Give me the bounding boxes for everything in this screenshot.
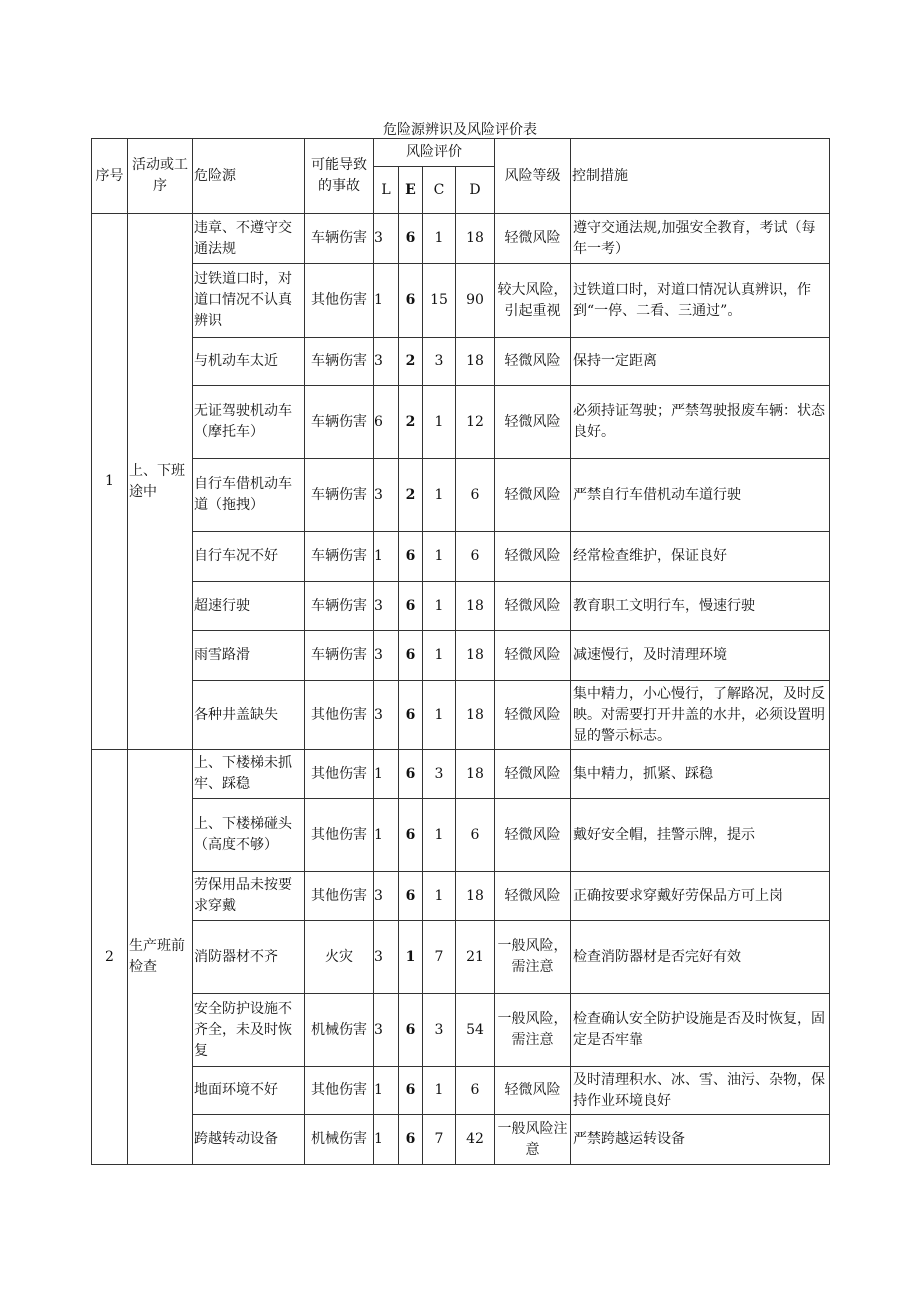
e-value-cell: 2 [399, 459, 423, 532]
c-value-cell: 1 [423, 214, 456, 264]
d-value-cell: 12 [456, 386, 495, 459]
hazard-cell: 自行车借机动车道（拖拽） [193, 459, 305, 532]
table-row [92, 994, 830, 1067]
hazard-cell: 上、下楼梯未抓牢、踩稳 [193, 750, 305, 799]
c-value-cell: 1 [423, 681, 456, 750]
header-accident: 可能导致的事故 [305, 139, 374, 214]
control-measures-cell: 集中精力，小心慢行，了解路况，及时反映。对需要打开井盖的水井，必须设置明显的警示标志。 [571, 681, 830, 750]
l-value-cell: 1 [374, 750, 399, 799]
d-value-cell: 18 [456, 750, 495, 799]
accident-cell: 车辆伤害 [305, 338, 374, 386]
hazard-cell: 与机动车太近 [193, 338, 305, 386]
d-value-cell: 18 [456, 582, 495, 631]
risk-level-cell: 轻微风险 [495, 386, 571, 459]
l-value-cell: 3 [374, 631, 399, 681]
header-row-1 [92, 139, 830, 167]
table-row [92, 582, 830, 631]
hazard-cell: 消防器材不齐 [193, 921, 305, 994]
e-value-cell: 6 [399, 872, 423, 921]
hazard-cell: 超速行驶 [193, 582, 305, 631]
e-value-cell: 2 [399, 338, 423, 386]
table-row [92, 872, 830, 921]
l-value-cell: 3 [374, 921, 399, 994]
control-measures-cell: 戴好安全帽，挂警示牌，提示 [571, 799, 830, 872]
l-value-cell: 1 [374, 532, 399, 582]
d-value-cell: 18 [456, 631, 495, 681]
accident-cell: 其他伤害 [305, 872, 374, 921]
risk-level-cell: 一般风险注意 [495, 1115, 571, 1165]
e-value-cell: 6 [399, 264, 423, 338]
risk-level-cell: 轻微风险 [495, 681, 571, 750]
c-value-cell: 1 [423, 1067, 456, 1115]
control-measures-cell: 严禁跨越运转设备 [571, 1115, 830, 1165]
table-title: 危险源辨识及风险评价表 [383, 122, 537, 138]
d-value-cell: 18 [456, 681, 495, 750]
hazard-cell: 违章、不遵守交通法规 [193, 214, 305, 264]
header-hazard: 危险源 [193, 139, 305, 214]
risk-level-cell: 轻微风险 [495, 631, 571, 681]
group-number: 2 [92, 750, 128, 1165]
e-value-cell: 6 [399, 799, 423, 872]
l-value-cell: 1 [374, 1067, 399, 1115]
hazard-cell: 雨雪路滑 [193, 631, 305, 681]
accident-cell: 车辆伤害 [305, 214, 374, 264]
control-measures-cell: 检查确认安全防护设施是否及时恢复，固定是否牢靠 [571, 994, 830, 1067]
accident-cell: 机械伤害 [305, 1115, 374, 1165]
header-E: E [399, 167, 423, 214]
e-value-cell: 6 [399, 582, 423, 631]
table-row [92, 1067, 830, 1115]
e-value-cell: 6 [399, 532, 423, 582]
e-value-cell: 1 [399, 921, 423, 994]
risk-level-cell: 轻微风险 [495, 582, 571, 631]
table-row [92, 681, 830, 750]
accident-cell: 车辆伤害 [305, 631, 374, 681]
l-value-cell: 1 [374, 264, 399, 338]
c-value-cell: 1 [423, 386, 456, 459]
e-value-cell: 6 [399, 1067, 423, 1115]
control-measures-cell: 遵守交通法规,加强安全教育，考试（每年一考） [571, 214, 830, 264]
control-measures-cell: 及时清理积水、冰、雪、油污、杂物，保持作业环境良好 [571, 1067, 830, 1115]
control-measures-cell: 过铁道口时，对道口情况认真辨识，作到“一停、二看、三通过”。 [571, 264, 830, 338]
d-value-cell: 18 [456, 338, 495, 386]
control-measures-cell: 经常检查维护，保证良好 [571, 532, 830, 582]
c-value-cell: 3 [423, 338, 456, 386]
risk-assessment-table [91, 138, 830, 1165]
accident-cell: 其他伤害 [305, 681, 374, 750]
l-value-cell: 3 [374, 338, 399, 386]
hazard-cell: 地面环境不好 [193, 1067, 305, 1115]
header-risk-eval: 风险评价 [374, 139, 495, 167]
group-activity: 生产班前检查 [128, 750, 193, 1165]
header-activity: 活动或工序 [128, 139, 193, 214]
risk-level-cell: 轻微风险 [495, 1067, 571, 1115]
hazard-cell: 无证驾驶机动车（摩托车） [193, 386, 305, 459]
c-value-cell: 1 [423, 532, 456, 582]
e-value-cell: 6 [399, 214, 423, 264]
e-value-cell: 2 [399, 386, 423, 459]
risk-level-cell: 轻微风险 [495, 459, 571, 532]
d-value-cell: 6 [456, 532, 495, 582]
risk-level-cell: 一般风险，需注意 [495, 994, 571, 1067]
d-value-cell: 6 [456, 459, 495, 532]
control-measures-cell: 检查消防器材是否完好有效 [571, 921, 830, 994]
d-value-cell: 21 [456, 921, 495, 994]
header-D: D [456, 167, 495, 214]
accident-cell: 其他伤害 [305, 1067, 374, 1115]
e-value-cell: 6 [399, 681, 423, 750]
hazard-cell: 上、下楼梯碰头（高度不够） [193, 799, 305, 872]
table-row [92, 459, 830, 532]
l-value-cell: 3 [374, 459, 399, 532]
hazard-cell: 安全防护设施不齐全，未及时恢复 [193, 994, 305, 1067]
accident-cell: 火灾 [305, 921, 374, 994]
c-value-cell: 3 [423, 994, 456, 1067]
header-L: L [374, 167, 399, 214]
c-value-cell: 1 [423, 459, 456, 532]
e-value-cell: 6 [399, 631, 423, 681]
d-value-cell: 18 [456, 872, 495, 921]
c-value-cell: 7 [423, 921, 456, 994]
header-level: 风险等级 [495, 139, 571, 214]
d-value-cell: 54 [456, 994, 495, 1067]
control-measures-cell: 保持一定距离 [571, 338, 830, 386]
l-value-cell: 1 [374, 1115, 399, 1165]
d-value-cell: 18 [456, 214, 495, 264]
header-measures: 控制措施 [571, 139, 830, 214]
d-value-cell: 6 [456, 1067, 495, 1115]
table-row [92, 799, 830, 872]
l-value-cell: 6 [374, 386, 399, 459]
table-row [92, 214, 830, 264]
accident-cell: 其他伤害 [305, 799, 374, 872]
l-value-cell: 1 [374, 799, 399, 872]
header-no: 序号 [92, 139, 128, 214]
risk-level-cell: 轻微风险 [495, 214, 571, 264]
risk-level-cell: 轻微风险 [495, 750, 571, 799]
l-value-cell: 3 [374, 994, 399, 1067]
accident-cell: 机械伤害 [305, 994, 374, 1067]
group-number: 1 [92, 214, 128, 750]
accident-cell: 车辆伤害 [305, 459, 374, 532]
risk-level-cell: 一般风险，需注意 [495, 921, 571, 994]
risk-level-cell: 轻微风险 [495, 799, 571, 872]
c-value-cell: 1 [423, 872, 456, 921]
c-value-cell: 1 [423, 799, 456, 872]
control-measures-cell: 严禁自行车借机动车道行驶 [571, 459, 830, 532]
table-row [92, 750, 830, 799]
l-value-cell: 3 [374, 872, 399, 921]
e-value-cell: 6 [399, 750, 423, 799]
header-C: C [423, 167, 456, 214]
table-row [92, 338, 830, 386]
c-value-cell: 3 [423, 750, 456, 799]
table-row [92, 386, 830, 459]
l-value-cell: 3 [374, 681, 399, 750]
table-row [92, 532, 830, 582]
control-measures-cell: 正确按要求穿戴好劳保品方可上岗 [571, 872, 830, 921]
hazard-cell: 跨越转动设备 [193, 1115, 305, 1165]
table-row [92, 1115, 830, 1165]
risk-level-cell: 轻微风险 [495, 532, 571, 582]
accident-cell: 车辆伤害 [305, 386, 374, 459]
hazard-cell: 过铁道口时，对道口情况不认真辨识 [193, 264, 305, 338]
control-measures-cell: 教育职工文明行车，慢速行驶 [571, 582, 830, 631]
accident-cell: 车辆伤害 [305, 532, 374, 582]
e-value-cell: 6 [399, 994, 423, 1067]
hazard-cell: 劳保用品未按要求穿戴 [193, 872, 305, 921]
hazard-cell: 各种井盖缺失 [193, 681, 305, 750]
risk-level-cell: 轻微风险 [495, 872, 571, 921]
d-value-cell: 90 [456, 264, 495, 338]
c-value-cell: 1 [423, 582, 456, 631]
c-value-cell: 1 [423, 631, 456, 681]
e-value-cell: 6 [399, 1115, 423, 1165]
risk-level-cell: 轻微风险 [495, 338, 571, 386]
c-value-cell: 15 [423, 264, 456, 338]
risk-level-cell: 较大风险，引起重视 [495, 264, 571, 338]
d-value-cell: 42 [456, 1115, 495, 1165]
control-measures-cell: 集中精力，抓紧、踩稳 [571, 750, 830, 799]
c-value-cell: 7 [423, 1115, 456, 1165]
control-measures-cell: 减速慢行，及时清理环境 [571, 631, 830, 681]
hazard-cell: 自行车况不好 [193, 532, 305, 582]
accident-cell: 其他伤害 [305, 750, 374, 799]
accident-cell: 车辆伤害 [305, 582, 374, 631]
group-activity: 上、下班途中 [128, 214, 193, 750]
table-row [92, 921, 830, 994]
accident-cell: 其他伤害 [305, 264, 374, 338]
table-row [92, 631, 830, 681]
table-row [92, 264, 830, 338]
d-value-cell: 6 [456, 799, 495, 872]
l-value-cell: 3 [374, 582, 399, 631]
l-value-cell: 3 [374, 214, 399, 264]
control-measures-cell: 必须持证驾驶；严禁驾驶报废车辆：状态良好。 [571, 386, 830, 459]
